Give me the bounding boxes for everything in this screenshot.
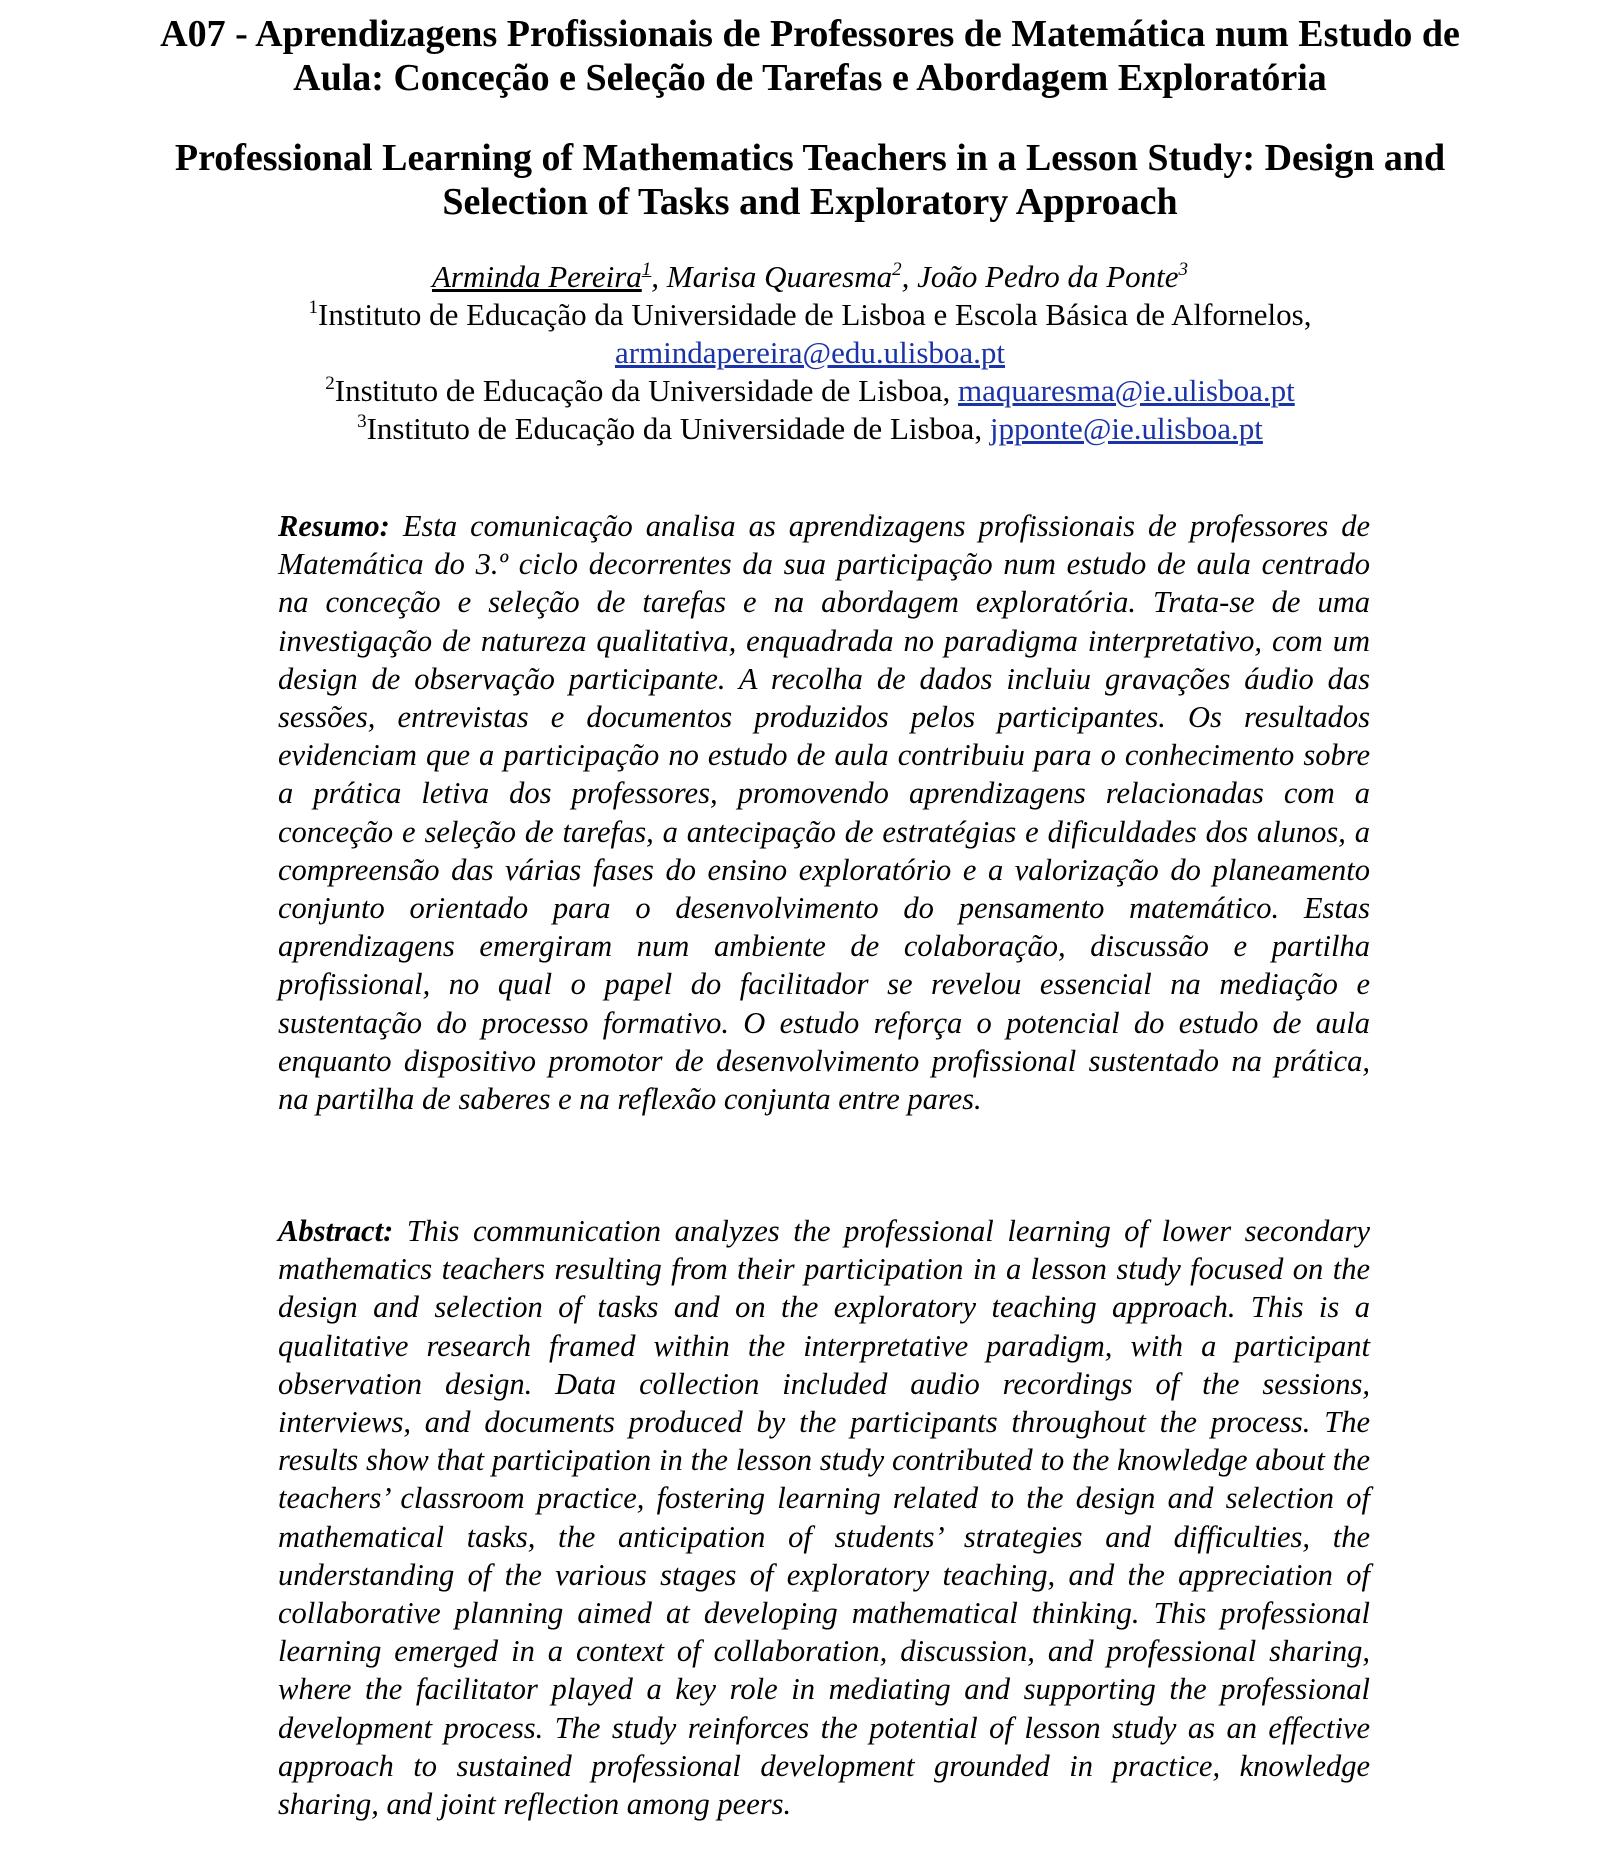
affiliation-3 bbox=[160, 410, 1460, 448]
author-name: João Pedro da Ponte bbox=[917, 259, 1179, 294]
affiliation-1 bbox=[160, 296, 1460, 334]
affiliation-1-email-line bbox=[160, 334, 1460, 372]
affiliation-text: Instituto de Educação da Universidade de Lisboa, bbox=[334, 373, 958, 408]
authors-and-affiliations bbox=[160, 258, 1460, 448]
author-affiliation-sup: 2 bbox=[892, 258, 902, 280]
resumo-text: Esta comunicação analisa as aprendizagens profissionais de professores de Matemática do 3.º ciclo decorrentes da sua participação num estudo de aula centrado na conceção e seleção de tarefas e na abordagem exploratória. Trata-se de uma investigação de natureza qualitativa, enquadrada no paradigma interpretativo, com um design de observação participante. A recolha de dados incluiu gravações áudio das sessões, entrevistas e documentos produzidos pelos participantes. Os resultados evidenciam que a participação no estudo de aula contribuiu para o conhecimento sobre a prática letiva dos professores, promovendo aprendizagens relacionadas com a conceção e seleção de tarefas, a antecipação de estratégias e dificuldades dos alunos, a compreensão das várias fases do ensino exploratório e a valorização do planeamento conjunto orientado para o desenvolvimento do pensamento matemático. Estas aprendizagens emergiram num ambiente de colaboração, discussão e partilha profissional, no qual o papel do facilitador se revelou essencial na mediação e sustentação do processo formativo. O estudo reforça o potencial do estudo de aula enquanto dispositivo promotor de desenvolvimento profissional sustentado na prática, na partilha de saberes e na reflexão conjunta entre pares. bbox=[278, 509, 1371, 1117]
abstract-paragraph bbox=[278, 1212, 1370, 1823]
abstract-label: Abstract: bbox=[278, 1214, 394, 1248]
author-name: Marisa Quaresma bbox=[666, 259, 893, 294]
email-link[interactable]: jpponte@ie.ulisboa.pt bbox=[989, 411, 1263, 446]
abstract-text: This communication analyzes the professional learning of lower secondary mathematics teachers resulting from their participation in a lesson study focused on the design and selection of tasks and on the exploratory teaching approach. This is a qualitative research framed within the interpretative paradigm, with a participant observation design. Data collection included audio recordings of the sessions, interviews, and documents produced by the participants throughout the process. The results show that participation in the lesson study contributed to the knowledge about the teachers’ classroom practice, fostering learning related to the design and selection of mathematical tasks, the anticipation of students’ strategies and difficulties, the understanding of the various stages of exploratory teaching, and the appreciation of collaborative planning aimed at developing mathematical thinking. This professional learning emerged in a context of collaboration, discussion, and professional sharing, where the facilitator played a key role in mediating and supporting the professional development process. The study reinforces the potential of lesson study as an effective approach to sustained professional development grounded in practice, knowledge sharing, and joint reflection among peers. bbox=[278, 1214, 1371, 1822]
affiliation-text: Instituto de Educação da Universidade de Lisboa e Escola Básica de Alfornelos, bbox=[318, 297, 1312, 332]
affiliation-text: Instituto de Educação da Universidade de Lisboa, bbox=[366, 411, 990, 446]
author-name-presenter: Arminda Pereira bbox=[431, 259, 642, 294]
affiliation-2 bbox=[160, 372, 1460, 410]
resumo-paragraph bbox=[278, 507, 1370, 1118]
affiliation-sup: 1 bbox=[308, 296, 319, 318]
affiliation-sup: 2 bbox=[325, 372, 335, 394]
author-separator: , bbox=[651, 259, 667, 294]
email-link[interactable]: armindapereira@edu.ulisboa.pt bbox=[614, 335, 1006, 370]
author-list bbox=[160, 258, 1460, 296]
email-link[interactable]: maquaresma@ie.ulisboa.pt bbox=[958, 373, 1295, 408]
resumo-label: Resumo: bbox=[278, 509, 390, 543]
author-separator: , bbox=[901, 259, 918, 294]
paper-title-english: Professional Learning of Mathematics Teachers in a Lesson Study: Design and Selection of Tasks and Exploratory Approach bbox=[174, 137, 1446, 223]
paper-title-portuguese: A07 - Aprendizagens Profissionais de Professores de Matemática num Estudo de Aula: Conceção e Seleção de Tarefas e Abordagem Exploratória bbox=[160, 13, 1460, 99]
affiliation-sup: 3 bbox=[357, 410, 367, 432]
author-affiliation-sup: 3 bbox=[1178, 258, 1189, 280]
author-affiliation-sup: 1 bbox=[641, 258, 652, 280]
